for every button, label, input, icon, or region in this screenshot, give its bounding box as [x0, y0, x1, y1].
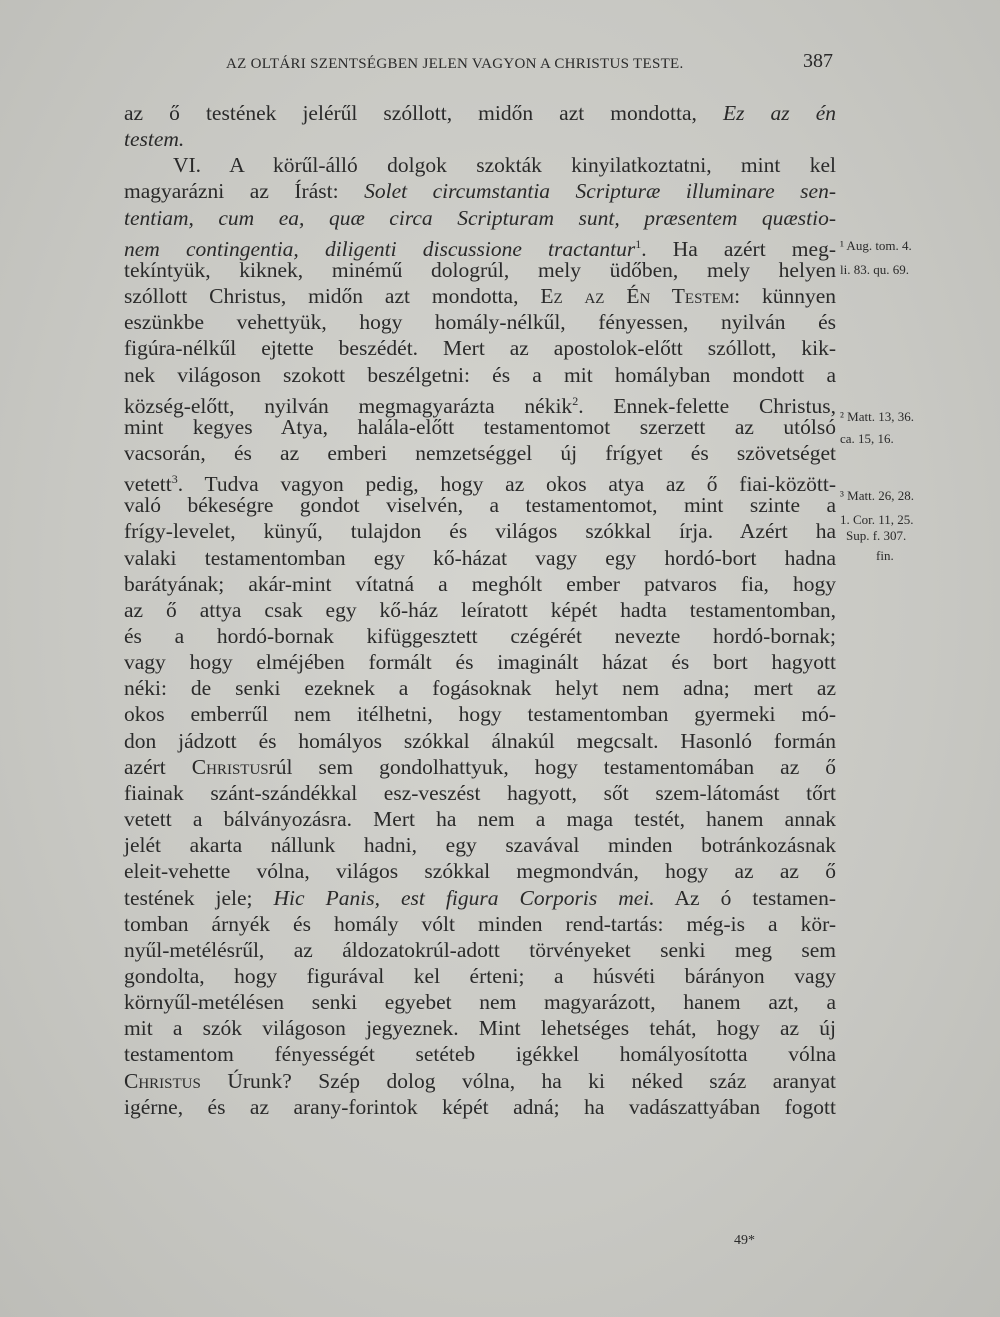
text-line [124, 178, 836, 204]
text-segment: testem. [124, 127, 185, 152]
text-segment: eleit-vehette vólna, világos szókkal megmondván, hogy az az ő [124, 859, 836, 884]
text-line [124, 963, 836, 989]
text-line [173, 152, 836, 178]
text-segment: vetett a bálványozásra. Mert ha nem a maga testét, hanem annak [124, 807, 836, 832]
text-line [124, 100, 836, 126]
running-head: AZ OLTÁRI SZENTSÉGBEN JELEN VAGYON A CHRISTUS TESTE. [226, 56, 684, 72]
text-segment: vetett [124, 472, 172, 497]
text-line [124, 518, 836, 544]
text-line [124, 571, 836, 597]
text-segment: Hic Panis, est figura Corporis mei. [273, 885, 655, 910]
text-line [124, 1041, 836, 1067]
text-line [124, 440, 836, 466]
margin-note: ca. 15, 16. [840, 431, 894, 446]
text-segment: . Ha azért meg- [641, 236, 836, 261]
text-line [124, 283, 836, 309]
text-line [124, 362, 836, 388]
text-segment: 3 [171, 472, 178, 487]
text-line [124, 858, 836, 884]
text-segment: nek világoson szokott beszélgetni: és a mit homályban mondott a [124, 362, 836, 387]
margin-note: ¹ Aug. tom. 4. [840, 238, 912, 253]
text-segment: való békeségre gondot viselvén, a testamentomot, mint szinte a [124, 493, 836, 518]
text-segment: fiainak szánt-szándékkal esz-veszést hagyott, sőt szem-látomást tőrt [124, 780, 836, 805]
text-segment: . Ennek-felette Christus, [578, 393, 836, 418]
text-segment: tekíntyük, kiknek, minémű dologrúl, mely üdőben, mely helyen [124, 257, 836, 282]
text-line [124, 937, 836, 963]
text-segment: Ez az Én Testem [540, 284, 735, 309]
text-segment: 2 [572, 393, 579, 408]
text-segment: Solet circumstantia Scripturæ illuminare sen- [364, 179, 836, 204]
text-segment: Úrunk? Szép dolog vólna, ha ki néked száz aranyat [200, 1068, 836, 1093]
text-segment: község-előtt, nyilván megmagyarázta nékik [124, 393, 573, 418]
text-segment: frígy-levelet, künyű, tulajdon és világos szókkal írja. Azért ha [124, 519, 836, 544]
text-segment: eszünkbe vehettyük, hogy homály-nélkűl, fényessen, nyilván és [124, 310, 836, 335]
text-segment: néki: de senki ezeknek a fogásoknak helyt nem adna; mert az [124, 676, 836, 701]
text-line [124, 911, 836, 937]
text-segment: vacsorán, és az emberi nemzetséggel új frígyet és szövetséget [124, 440, 836, 465]
text-line [124, 466, 836, 497]
text-segment: testamentom fényességét setéteb igékkel homályosította vólna [124, 1042, 836, 1067]
margin-note: 1. Cor. 11, 25. [840, 512, 914, 527]
page-number: 387 [803, 50, 833, 72]
text-line [124, 205, 836, 231]
margin-note: ² Matt. 13, 36. [840, 409, 914, 424]
text-segment: figúra-nélkűl ejtette beszédét. Mert az apostolok-előtt szóllott, kik- [124, 336, 836, 361]
text-line [124, 728, 836, 754]
text-line [124, 388, 836, 418]
text-line [124, 257, 836, 283]
text-segment: tomban árnyék és homály vólt minden rend-tartás: még-is a kör- [124, 911, 836, 936]
text-segment: az ő testének jelérűl szóllott, midőn azt mondotta, [124, 101, 723, 125]
text-segment: : künnyen [734, 284, 836, 309]
text-segment: gondolta, hogy figurával kel érteni; a húsvéti bárányon vagy [124, 963, 836, 988]
text-segment: nem contingentia, diligenti discussione tractantur [124, 236, 636, 261]
text-line [124, 885, 836, 911]
text-segment: barátyának; akár-mint vítatná a meghólt ember patvaros fia, hogy [124, 571, 836, 596]
text-segment: 1 [635, 236, 642, 251]
text-line [124, 1068, 836, 1094]
text-line [124, 126, 836, 152]
text-segment: mit a szók világoson jegyeznek. Mint lehetséges tehát, hogy az új [124, 1016, 836, 1041]
text-segment: az ő attya csak egy kő-ház leíratott képét hadta testamentomban, [124, 597, 836, 622]
text-segment: testének jele; [124, 885, 274, 910]
text-segment: Christus [191, 754, 269, 779]
text-line [124, 701, 836, 727]
text-segment: rúl sem gondolhattyuk, hogy testamentomában az ő [268, 754, 836, 779]
text-line [124, 309, 836, 335]
text-segment: azért [124, 754, 192, 779]
text-line [124, 989, 836, 1015]
text-line [124, 806, 836, 832]
text-segment: magyarázni az Írást: [124, 179, 365, 204]
text-line [124, 780, 836, 806]
text-segment: vagy hogy elméjében formált és imaginált házat és bort hagyott [124, 650, 836, 675]
text-line [124, 649, 836, 675]
text-segment: Christus [124, 1068, 201, 1093]
margin-note: Sup. f. 307. [846, 528, 907, 543]
text-segment: . Tudva vagyon pedig, hogy az okos atya az ő fiai-között- [177, 472, 836, 497]
text-segment: don jádzott és homályos szókkal álnakúl megcsalt. Hasonló formán [124, 728, 836, 753]
text-segment: jelét akarta nállunk hadni, egy szavával minden botránkozásnak [124, 833, 836, 858]
text-segment: szóllott Christus, midőn azt mondotta, [124, 284, 541, 309]
text-segment: környűl-metélésen senki egyebet nem magyarázott, hanem azt, a [124, 990, 836, 1015]
text-line [124, 675, 836, 701]
margin-note: fin. [876, 548, 894, 563]
margin-note: li. 83. qu. 69. [840, 262, 909, 277]
text-segment: igérne, és az arany-forintok képét adná; ha vadászattyában fogott [124, 1094, 836, 1119]
text-line [124, 1094, 836, 1120]
text-segment: nyűl-metélésrűl, az áldozatokrúl-adott törvényeket senki meg sem [124, 937, 836, 962]
margin-note: ³ Matt. 26, 28. [840, 488, 914, 503]
text-segment: tentiam, cum ea, quæ circa Scripturam sunt, præsentem quæstio- [124, 205, 836, 230]
text-segment: Ez az én [722, 101, 836, 125]
text-line [124, 832, 836, 858]
text-segment: és a hordó-bornak kifüggesztett czégérét nevezte hordó-bornak; [124, 624, 836, 648]
text-line [124, 335, 836, 361]
signature-mark: 49* [734, 1233, 755, 1248]
text-segment: Az ó testamen- [654, 885, 836, 910]
text-line [124, 597, 836, 623]
text-segment: okos emberrűl nem itélhetni, hogy testamentomban gyermeki mó- [124, 702, 836, 727]
text-segment: mint kegyes Atya, halála-előtt testamentomot szerzett az utólsó [124, 414, 836, 439]
text-line [124, 545, 836, 571]
text-line [124, 231, 836, 261]
text-line [124, 414, 836, 440]
text-line [124, 623, 836, 649]
text-line [124, 492, 836, 518]
text-segment: valaki testamentomban egy kő-házat vagy egy hordó-bort hadna [124, 545, 836, 570]
text-segment: VI. A körűl-álló dolgok szokták kinyilatkoztatni, mint kel [173, 153, 836, 178]
text-line [124, 754, 836, 780]
text-line [124, 1015, 836, 1041]
